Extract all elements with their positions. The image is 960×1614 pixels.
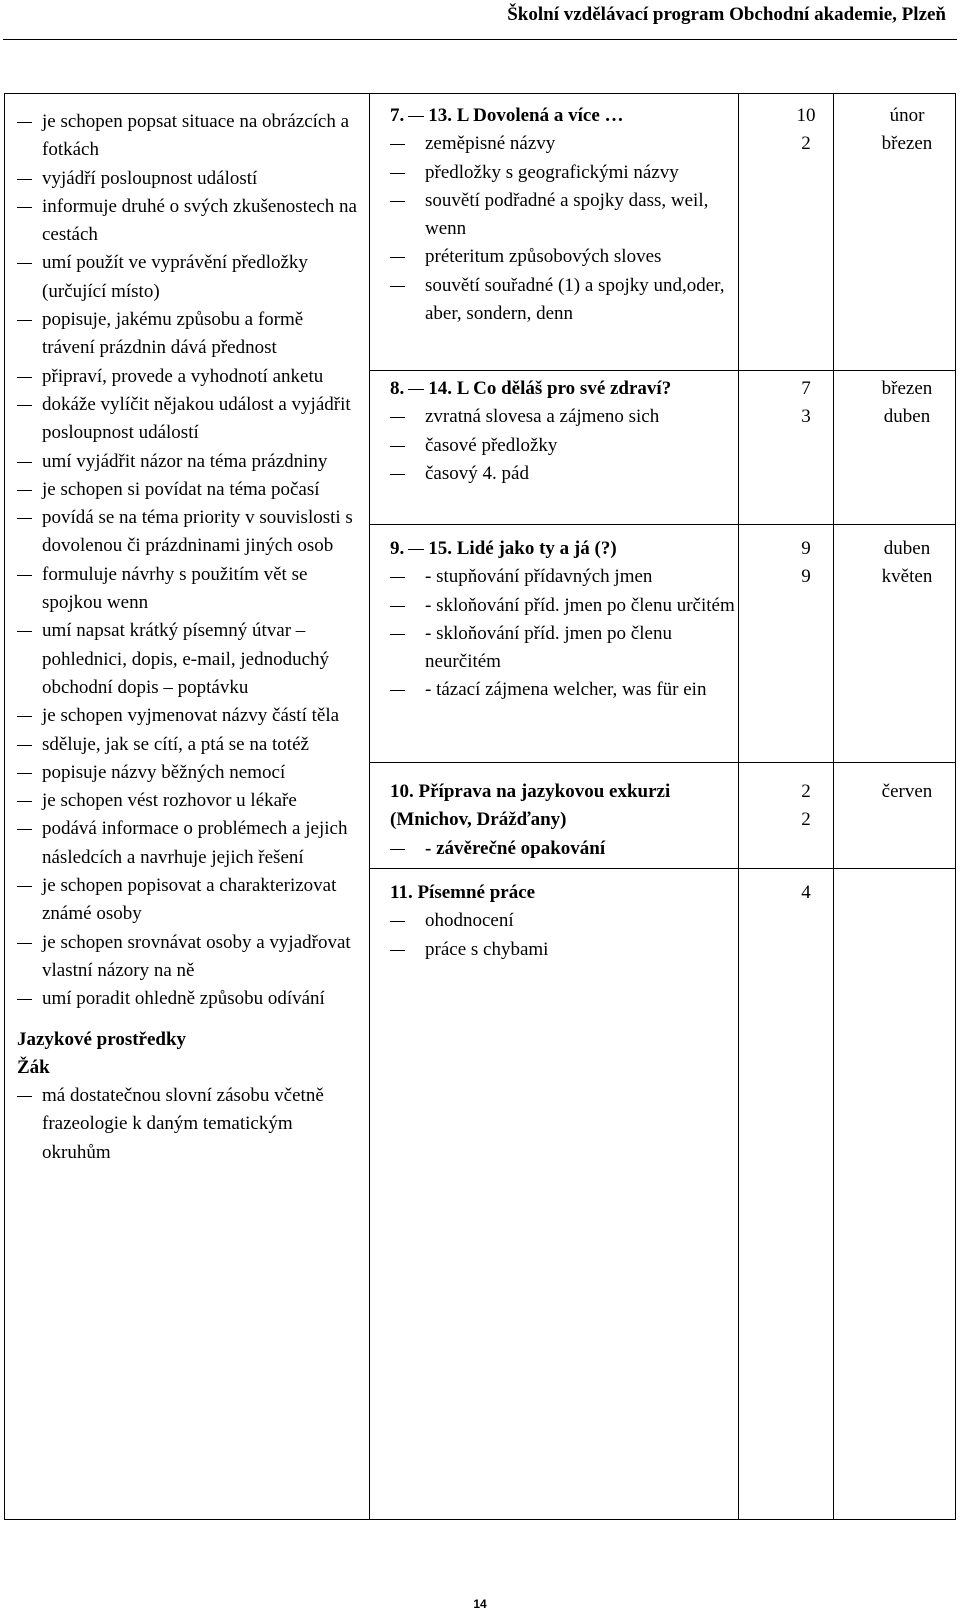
dash-icon bbox=[408, 389, 424, 390]
list-item: - závěrečné opakování bbox=[390, 835, 752, 863]
list-item: zeměpisné názvy bbox=[390, 130, 752, 158]
topic-title: 8. 14. L Co děláš pro své zdraví? bbox=[390, 378, 672, 399]
list-item: umí napsat krátký písemný útvar – pohlednici, dopis, e-mail, jednoduchý obchodní dopis – poptávku bbox=[17, 617, 357, 702]
hours-row-9: 9 9 bbox=[801, 538, 811, 588]
outcomes-column bbox=[17, 108, 357, 1167]
months-row-9: duben květen bbox=[881, 538, 933, 588]
list-item: vyjádří posloupnost událostí bbox=[17, 165, 357, 193]
months-row-8: březen duben bbox=[881, 378, 933, 428]
row-divider bbox=[369, 370, 956, 371]
list-item: umí poradit ohledně způsobu odívání bbox=[17, 985, 357, 1013]
topic-row-10 bbox=[390, 778, 752, 863]
hours-row-8: 7 3 bbox=[801, 378, 811, 428]
list-item: připraví, provede a vyhodnotí anketu bbox=[17, 363, 357, 391]
curriculum-table bbox=[4, 93, 956, 1520]
list-item: časový 4. pád bbox=[390, 460, 752, 488]
list-item: souvětí souřadné (1) a spojky und,oder, aber, sondern, denn bbox=[390, 272, 752, 329]
list-item: předložky s geografickými názvy bbox=[390, 159, 752, 187]
list-item: podává informace o problémech a jejich následcích a navrhuje jejich řešení bbox=[17, 815, 357, 872]
months-row-7: únor březen bbox=[881, 105, 933, 155]
dash-icon bbox=[408, 549, 424, 550]
hours-row-7: 10 2 bbox=[796, 105, 816, 155]
topic-title: 10. Příprava na jazykovou exkurzi (Mnichov, Drážďany) bbox=[390, 781, 671, 831]
topic-row-11 bbox=[390, 879, 752, 964]
topic-row-8 bbox=[390, 375, 752, 488]
row-divider bbox=[369, 762, 956, 763]
list-item: umí použít ve vyprávění předložky (určující místo) bbox=[17, 249, 357, 306]
list-item: je schopen popsat situace na obrázcích a fotkách bbox=[17, 108, 357, 165]
header-rule bbox=[3, 39, 957, 40]
list-item: práce s chybami bbox=[390, 936, 752, 964]
list-item: popisuje, jakému způsobu a formě trávení prázdnin dává přednost bbox=[17, 306, 357, 363]
topic-row-9 bbox=[390, 535, 752, 705]
list-item: je schopen vést rozhovor u lékaře bbox=[17, 787, 357, 815]
section-title: Jazykové prostředky bbox=[17, 1028, 187, 1050]
column-divider-1 bbox=[369, 94, 370, 1519]
months-row-10: červen bbox=[881, 781, 933, 802]
list-item: je schopen si povídat na téma počasí bbox=[17, 476, 357, 504]
list-item: zvratná slovesa a zájmeno sich bbox=[390, 403, 752, 431]
list-item: je schopen popisovat a charakterizovat známé osoby bbox=[17, 872, 357, 929]
row-divider bbox=[369, 524, 956, 525]
list-item: umí vyjádřit názor na téma prázdniny bbox=[17, 448, 357, 476]
list-item: - stupňování přídavných jmen bbox=[390, 563, 752, 591]
list-item: ohodnocení bbox=[390, 907, 752, 935]
list-item: sděluje, jak se cítí, a ptá se na totéž bbox=[17, 731, 357, 759]
section-subtitle: Žák bbox=[17, 1056, 50, 1078]
topic-row-7 bbox=[390, 102, 752, 328]
hours-row-10: 2 2 bbox=[801, 781, 811, 831]
hours-row-11: 4 bbox=[801, 882, 811, 903]
list-item: formuluje návrhy s použitím vět se spojkou wenn bbox=[17, 561, 357, 618]
topic-title: 9. 15. Lidé jako ty a já (?) bbox=[390, 538, 617, 559]
list-item: - tázací zájmena welcher, was für ein bbox=[390, 676, 752, 704]
list-item: je schopen srovnávat osoby a vyjadřovat vlastní názory na ně bbox=[17, 929, 357, 986]
document-header-title: Školní vzdělávací program Obchodní akademie, Plzeň bbox=[507, 4, 946, 25]
list-item: - skloňování příd. jmen po členu určitém bbox=[390, 592, 752, 620]
list-item: má dostatečnou slovní zásobu včetně frazeologie k daným tematickým okruhům bbox=[17, 1082, 357, 1167]
topic-title: 7. 13. L Dovolená a více … bbox=[390, 105, 624, 126]
list-item: popisuje názvy běžných nemocí bbox=[17, 759, 357, 787]
row-divider bbox=[369, 868, 956, 869]
page-number: 14 bbox=[473, 1597, 487, 1611]
list-item: - skloňování příd. jmen po členu neurčitém bbox=[390, 620, 752, 677]
topic-title: 11. Písemné práce bbox=[390, 882, 536, 903]
list-item: časové předložky bbox=[390, 432, 752, 460]
list-item: dokáže vylíčit nějakou událost a vyjádřit posloupnost událostí bbox=[17, 391, 357, 448]
list-item: povídá se na téma priority v souvislosti s dovolenou či prázdninami jiných osob bbox=[17, 504, 357, 561]
list-item: souvětí podřadné a spojky dass, weil, wenn bbox=[390, 187, 752, 244]
list-item: informuje druhé o svých zkušenostech na cestách bbox=[17, 193, 357, 250]
list-item: préteritum způsobových sloves bbox=[390, 243, 752, 271]
dash-icon bbox=[408, 116, 424, 117]
list-item: je schopen vyjmenovat názvy částí těla bbox=[17, 702, 357, 730]
